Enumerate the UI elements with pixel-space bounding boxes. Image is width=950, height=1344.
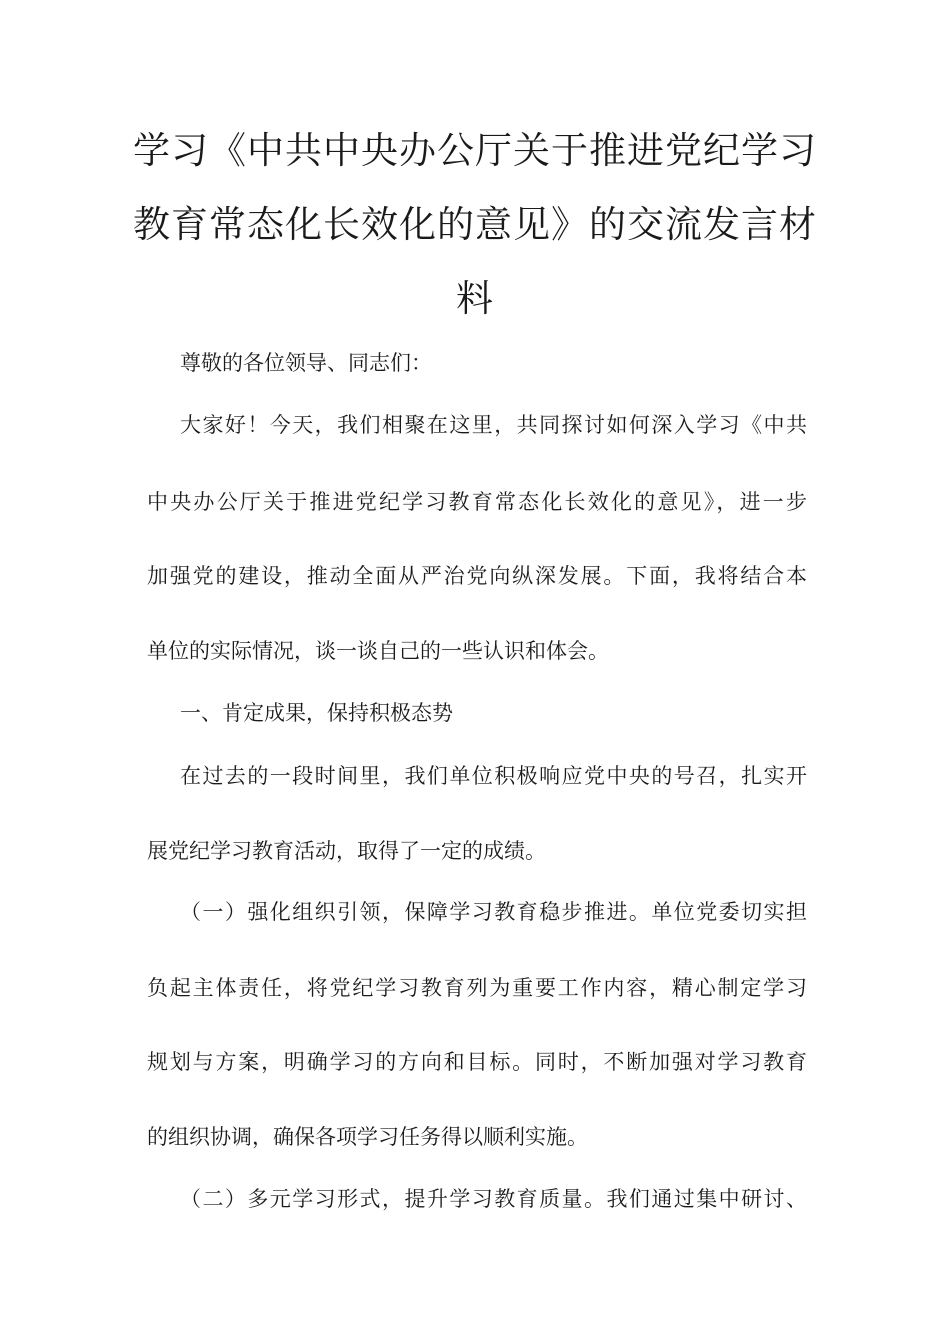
paragraph-intro-line-2: 中央办公厅关于推进党纪学习教育常态化长效化的意见》，进一步 xyxy=(147,490,807,514)
paragraph-intro-line-4: 单位的实际情况，谈一谈自己的一些认识和体会。 xyxy=(147,639,609,663)
paragraph-intro-line-3: 加强党的建设，推动全面从严治党向纵深发展。下面，我将结合本 xyxy=(147,564,807,588)
salutation: 尊敬的各位领导、同志们： xyxy=(180,351,432,375)
title-line-2: 教育常态化长效化的意见》的交流发言材 xyxy=(133,203,817,246)
paragraph-subsection1-line-1: （一）强化组织引领，保障学习教育稳步推进。单位党委切实担 xyxy=(180,900,807,924)
title-line-1: 学习《中共中央办公厅关于推进党纪学习 xyxy=(133,129,817,172)
title-line-3: 料 xyxy=(456,277,494,320)
paragraph-section1-line-1: 在过去的一段时间里，我们单位积极响应党中央的号召，扎实开 xyxy=(180,764,807,788)
paragraph-subsection1-line-2: 负起主体责任，将党纪学习教育列为重要工作内容，精心制定学习 xyxy=(147,976,807,1000)
paragraph-subsection1-line-3: 规划与方案，明确学习的方向和目标。同时，不断加强对学习教育 xyxy=(147,1050,807,1074)
paragraph-subsection2-line-1: （二）多元学习形式，提升学习教育质量。我们通过集中研讨、 xyxy=(180,1187,807,1211)
section-heading-1: 一、肯定成果，保持积极态势 xyxy=(180,701,453,725)
paragraph-section1-line-2: 展党纪学习教育活动，取得了一定的成绩。 xyxy=(147,839,546,863)
paragraph-subsection1-line-4: 的组织协调，确保各项学习任务得以顺利实施。 xyxy=(147,1125,588,1149)
paragraph-intro-line-1: 大家好！今天，我们相聚在这里，共同探讨如何深入学习《中共 xyxy=(180,413,807,437)
